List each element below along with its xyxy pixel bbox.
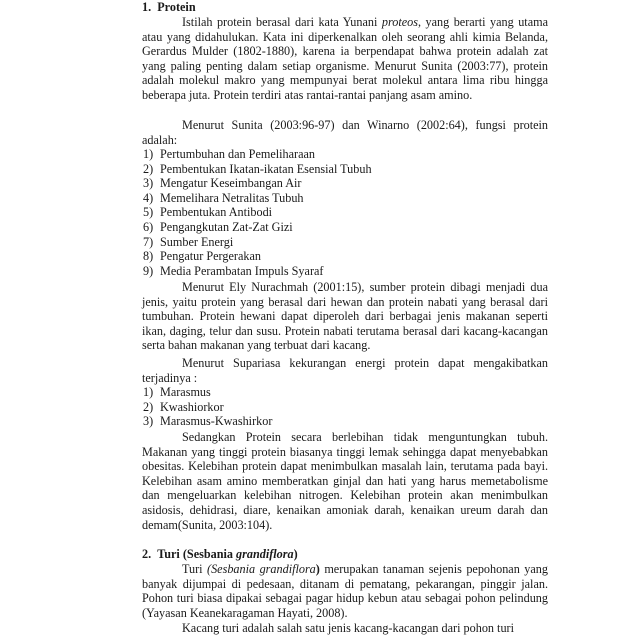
list-item: 9) Media Perambatan Impuls Syaraf [143, 263, 324, 278]
section-2-title-italic: grandiflora [236, 547, 294, 561]
italic-term: (Sesbania grandiflora [207, 562, 316, 576]
list-item: 8) Pengatur Pergerakan [143, 249, 261, 264]
section-2-title: Turi (Sesbania [157, 547, 237, 561]
turi-second-paragraph-cut: Kacang turi adalah salah satu jenis kacang-kacangan dari pohon turi [182, 621, 514, 635]
list-item: 7) Sumber Energi [143, 234, 234, 249]
turi-intro-paragraph: Turi (Sesbania grandiflora) merupakan tanaman sejenis pepohonan yang banyak dijumpai di pedesaan, ditanam di pematang, pekarangan, pinggir jalan. Pohon turi biasa dipakai sebagai pagar hidup kebun atau sebagai pohon pelindung (Yayasan Keanekaragaman Hayati, 2008). [142, 562, 548, 620]
section-2-number: 2. [142, 547, 152, 561]
list-item: 1) Marasmus [143, 385, 211, 399]
protein-deficiency-list [143, 385, 272, 429]
section-1-number: 1. [142, 0, 152, 14]
protein-excess-paragraph: Sedangkan Protein secara berlebihan tidak menguntungkan tubuh. Makanan yang tinggi protein biasanya tinggi lemak sehingga dapat menyebabkan obesitas. Kelebihan protein dapat menimbulkan masalah lain, terutama pada bayi. Kelebihan asam amino memberatkan ginjal dan hati yang harus memetabolisme dan mengeluarkan kelebihan nitrogen. Kelebihan protein akan menimbulkan asidosis, dehidrasi, diare, kenaikan amoniak darah, kenaikan ureum darah dan demam(Sunita, 2003:104). [142, 430, 548, 532]
section-1-title: Protein [157, 0, 196, 14]
paragraph-text: Istilah protein berasal dari kata Yunani [182, 15, 382, 29]
section-2-heading: 2. Turi (Sesbania grandiflora) [142, 547, 298, 561]
italic-term: proteos [381, 15, 418, 29]
protein-definition-paragraph [142, 15, 548, 103]
list-item: 2) Kwashiorkor [143, 399, 224, 414]
list-item: 6) Pengangkutan Zat-Zat Gizi [143, 219, 293, 234]
list-item: 3) Mengatur Keseimbangan Air [143, 176, 302, 191]
protein-function-list [143, 147, 372, 278]
paragraph-text: Turi [182, 562, 208, 576]
list-item: 5) Pembentukan Antibodi [143, 205, 273, 220]
list-item: 1) Pertumbuhan dan Pemeliharaan [143, 147, 316, 161]
paragraph-text: merupakan tanaman sejenis pepohonan yang banyak dijumpai di pedesaan, ditanam di pematang, pekarangan, pinggir jalan. Pohon turi biasa dipakai sebagai pagar hidup kebun atau sebagai pohon pelindung (Yayasan Keanekaragaman Hayati, 2008). [142, 562, 548, 620]
protein-function-intro: Menurut Sunita (2003:96-97) dan Winarno (2002:64), fungsi protein adalah: [142, 118, 548, 147]
list-item: 2) Pembentukan Ikatan-ikatan Esensial Tubuh [143, 161, 372, 176]
protein-source-paragraph: Menurut Ely Nurachmah (2001:15), sumber protein dibagi menjadi dua jenis, yaitu protein yang berasal dari hewan dan protein nabati yang berasal dari tumbuhan. Protein hewani dapat diperoleh dari berbagai jenis makanan seperti ikan, daging, telur dan susu. Protein nabati terutama berasal dari kacang-kacangan serta bahan makanan yang terbuat dari kacang. [142, 280, 548, 353]
list-item: 4) Memelihara Netralitas Tubuh [143, 190, 304, 205]
section-1-heading [142, 0, 196, 15]
protein-deficiency-intro: Menurut Supariasa kekurangan energi protein dapat mengakibatkan terjadinya : [142, 356, 548, 385]
paragraph-text: , yang berarti yang utama atau yang didahulukan. Kata ini diperkenalkan oleh seorang ahli kimia Belanda, Gerardus Mulder (1802-1880), karena ia berpendapat bahwa protein adalah zat yang paling penting dalam setiap organisme. Menurut Sunita (2003:77), protein adalah molekul makro yang mempunyai berat molekul antara lima ribu hingga beberapa juta. Protein terdiri atas rantai-rantai panjang asam amino. [142, 15, 548, 102]
list-item: 3) Marasmus-Kwashirkor [143, 414, 273, 429]
